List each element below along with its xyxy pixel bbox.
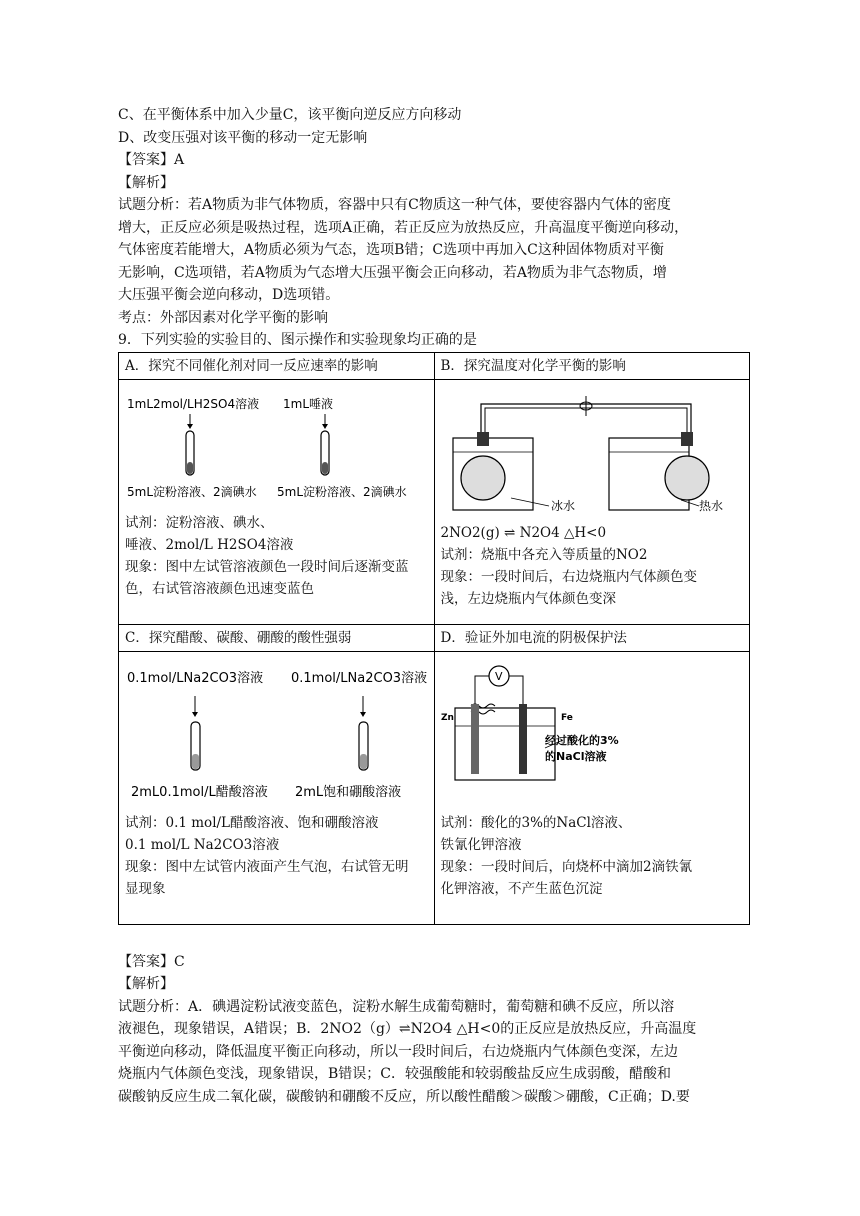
analysis-line: 液褪色，现象错误，A错误；B．2NO2（g）⇌N2O4 △H<0的正反应是放热反应，升高温度 [118,1021,697,1037]
svg-text:的NaCl溶液: 的NaCl溶液 [544,749,606,763]
svg-text:Fe: Fe [560,712,573,723]
fe-electrode [519,704,527,774]
cell-b-title: B．探究温度对化学平衡的影响 [434,352,750,379]
analysis-line: 试题分析：A．碘遇淀粉试液变蓝色，淀粉水解生成葡萄糖时，葡萄糖和碘不反应，所以溶 [118,998,675,1015]
analysis-line: 烧瓶内气体颜色变浅，现象错误，B错误；C．较强酸能和较弱酸盐反应生成弱酸，醋酸和 [118,1066,671,1082]
svg-text:Zn: Zn [440,712,454,723]
fig-c-label-left-top: 0.1mol/LNa2CO3溶液 [127,670,264,686]
cell-a-body [119,379,435,624]
cell-d-title: D．验证外加电流的阴极保护法 [434,624,750,651]
cell-c-title: C．探究醋酸、碳酸、硼酸的酸性强弱 [119,624,435,651]
cell-d-text: 试剂：酸化的3%的NaCl溶液、 铁氰化钾溶液 现象：一段时间后，向烧杯中滴加2滴铁氰 化钾溶液，不产生蓝色沉淀 [440,814,693,897]
svg-text:V: V [494,669,503,683]
option-c: C、在平衡体系中加入少量C，该平衡向逆反应方向移动 [118,107,462,123]
fig-c-label-left-bottom: 2mL0.1mol/L醋酸溶液 [131,784,268,800]
fig-a-label-left-bottom: 5mL淀粉溶液、2滴碘水 [127,484,257,499]
fig-c-label-right-top: 0.1mol/LNa2CO3溶液 [291,670,428,686]
kaodian: 考点：外部因素对化学平衡的影响 [118,309,328,326]
test-tubes-figure-c [125,660,435,800]
cell-a-text: 试剂：淀粉溶液、碘水、 唾液、2mol/L H2SO4溶液 现象：图中左试管溶液颜色一段时间后逐渐变蓝 色，右试管溶液颜色迅速变蓝色 [125,514,409,597]
fig-a-label-right-top: 1mL唾液 [283,396,334,411]
experiment-table [118,352,750,925]
analysis-line: 试题分析：若A物质为非气体物质，容器中只有C物质这一种气体，要使容器内气体的密度 [118,197,671,213]
flask-left [461,456,505,500]
test-tubes-figure-a [125,388,425,508]
answer-8: 【答案】A [118,152,185,168]
fig-c-label-right-bottom: 2mL饱和硼酸溶液 [295,784,402,800]
document-page [118,104,748,1108]
cell-d-body [434,651,750,924]
analysis-line: 无影响，C选项错，若A物质为气态增大压强平衡会正向移动，若A物质为非气态物质，增 [118,264,667,281]
analysis-line: 增大，正反应必须是吸热过程，选项A正确，若正反应为放热反应，升高温度平衡逆向移动， [118,219,689,236]
analysis-line: 气体密度若能增大，A物质必须为气态，选项B错；C选项中再加入C这种固体物质对平衡 [118,242,664,258]
cell-a-title: A．探究不同催化剂对同一反应速率的影响 [119,352,435,379]
answer-9: 【答案】C [118,953,185,970]
fig-b-label-hot: 热水 [698,498,723,513]
cell-b-text: 2NO2(g) ⇌ N2O4 △H<0 试剂：烧瓶中各充入等质量的NO2 现象：一段时间后，右边烧瓶内气体颜色变 浅，左边烧瓶内气体颜色变深 [440,524,697,607]
cell-c-body [119,651,435,924]
fig-a-label-right-bottom: 5mL淀粉溶液、2滴碘水 [277,484,407,499]
cell-b-body [434,379,750,624]
analysis-line: 平衡逆向移动，降低温度平衡正向移动，所以一段时间后，右边烧瓶内气体颜色变深，左边 [118,1043,678,1060]
analysis-head-9: 【解析】 [118,976,174,992]
cell-c-text: 试剂：0.1 mol/L醋酸溶液、饱和硼酸溶液 0.1 mol/L Na2CO3溶液 现象：图中左试管内液面产生气泡，右试管无明 显现象 [125,814,409,897]
fig-a-label-left-top: 1mL2mol/LH2SO4溶液 [127,396,260,411]
electrolysis-figure-d [441,660,621,790]
flask-right [665,456,709,500]
analysis-line: 碳酸钠反应生成二氧化碳，碳酸钠和硼酸不反应，所以酸性醋酸＞碳酸＞硼酸，C正确；D.要 [118,1088,690,1105]
answer-section-9 [118,951,748,1109]
svg-text:经过酸化的3%: 经过酸化的3% [544,733,619,747]
question-9: 9．下列实验的实验目的、图示操作和实验现象均正确的是 [118,332,477,348]
fig-b-label-ice: 冰水 [550,498,575,513]
option-d: D、改变压强对该平衡的移动一定无影响 [118,129,368,146]
flasks-figure-b [441,388,741,516]
analysis-head-8: 【解析】 [118,174,174,191]
analysis-line: 大压强平衡会逆向移动，D选项错。 [118,287,340,303]
zn-electrode [471,704,479,774]
